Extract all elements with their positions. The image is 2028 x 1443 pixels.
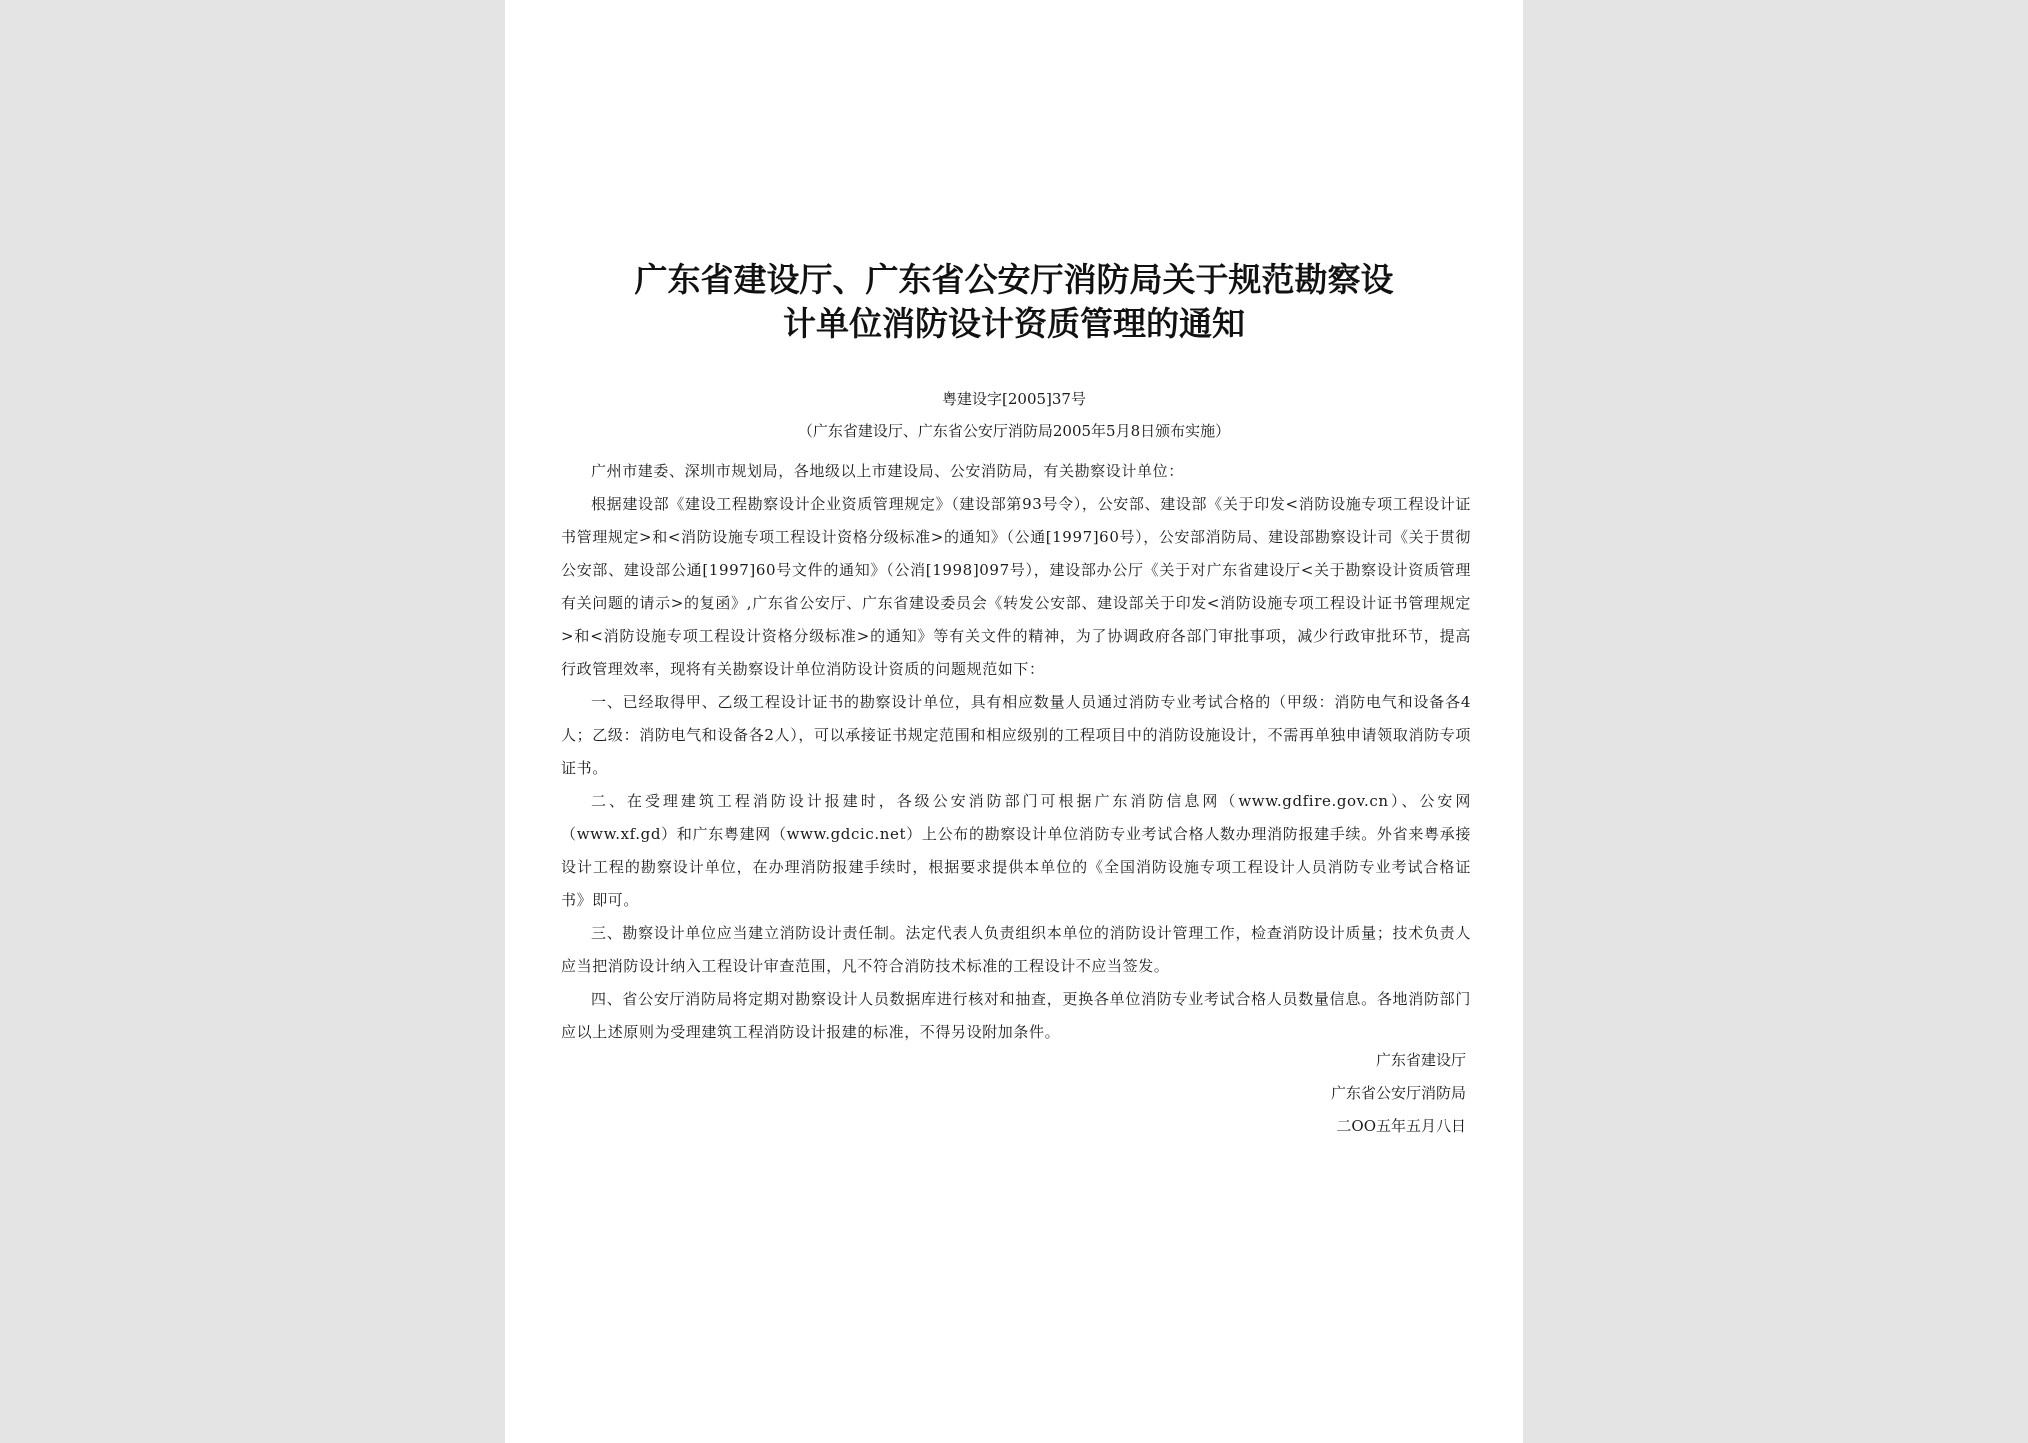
title-line: 计单位消防设计资质管理的通知 [783,304,1245,343]
signature-block [1331,1044,1466,1143]
title-line: 广东省建设厅、广东省公安厅消防局关于规范勘察设 [634,260,1394,299]
signature-date: 二OO五年五月八日 [1336,1117,1466,1135]
document-title [505,258,1523,346]
document-number: 粤建设字[2005]37号 [942,390,1086,408]
document-body [561,455,1471,1049]
body-paragraph: 二、在受理建筑工程消防设计报建时，各级公安消防部门可根据广东消防信息网（www.gdfire.gov.cn）、公安网（www.xf.gd）和广东粤建网（www.gdcic.net）上公布的勘察设计单位消防专业考试合格人数办理消防报建手续。外省来粤承接设计工程的勘察设计单位，在办理消防报建手续时，根据要求提供本单位的《全国消防设施专项工程设计人员消防专业考试合格证书》即可。 [561,792,1471,909]
document-page [505,0,1523,1443]
body-paragraph: 一、已经取得甲、乙级工程设计证书的勘察设计单位，具有相应数量人员通过消防专业考试合格的（甲级：消防电气和设备各4人；乙级：消防电气和设备各2人），可以承接证书规定范围和相应级别的工程项目中的消防设施设计，不需再单独申请领取消防专项证书。 [561,693,1471,777]
body-paragraph: 三、勘察设计单位应当建立消防设计责任制。法定代表人负责组织本单位的消防设计管理工作，检查消防设计质量；技术负责人应当把消防设计纳入工程设计审查范围，凡不符合消防技术标准的工程设计不应当签发。 [561,924,1471,975]
addressee-paragraph: 广州市建委、深圳市规划局，各地级以上市建设局、公安消防局，有关勘察设计单位： [591,462,1184,480]
body-paragraph: 根据建设部《建设工程勘察设计企业资质管理规定》（建设部第93号令），公安部、建设部《关于印发<消防设施专项工程设计证书管理规定>和<消防设施专项工程设计资格分级标准>的通知》（公通[1997]60号），公安部消防局、建设部勘察设计司《关于贯彻公安部、建设部公通[1997]60号文件的通知》（公消[1998]097号），建设部办公厅《关于对广东省建设厅<关于勘察设计资质管理有关问题的请示>的复函》,广东省公安厅、广东省建设委员会《转发公安部、建设部关于印发<消防设施专项工程设计证书管理规定>和<消防设施专项工程设计资格分级标准>的通知》等有关文件的精神，为了协调政府各部门审批事项，减少行政审批环节，提高行政管理效率，现将有关勘察设计单位消防设计资质的问题规范如下： [561,495,1471,678]
signature-org: 广东省建设厅 [1375,1051,1466,1069]
body-paragraph: 四、省公安厅消防局将定期对勘察设计人员数据库进行核对和抽查，更换各单位消防专业考试合格人员数量信息。各地消防部门应以上述原则为受理建筑工程消防设计报建的标准，不得另设附加条件。 [561,990,1471,1041]
signature-org: 广东省公安厅消防局 [1330,1084,1466,1102]
issued-note: （广东省建设厅、广东省公安厅消防局2005年5月8日颁布实施） [797,422,1231,440]
